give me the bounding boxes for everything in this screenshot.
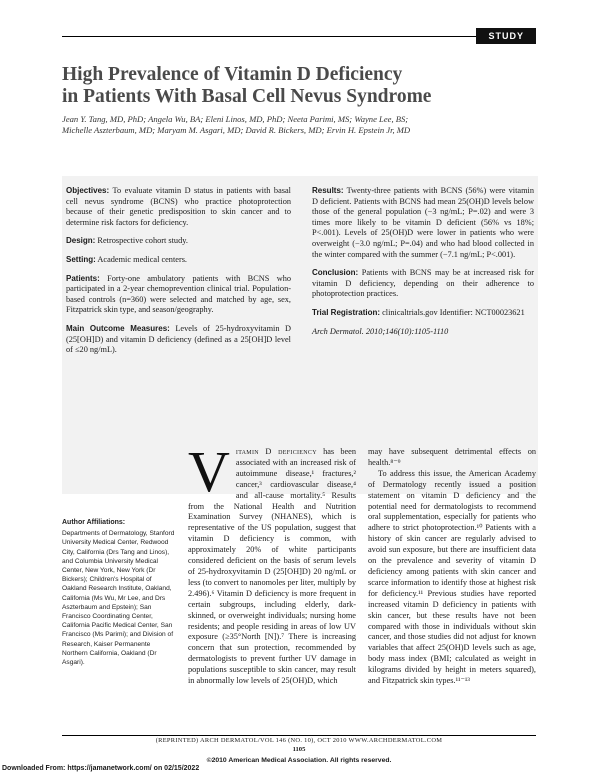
abstract-conclusion: [312, 268, 534, 300]
setting-heading: Setting:: [66, 254, 96, 264]
setting-text: Academic medical centers.: [97, 254, 188, 264]
conclusion-heading: Conclusion:: [312, 268, 359, 278]
journal-citation: Arch Dermatol. 2010;146(10):1105-1110: [312, 326, 449, 336]
body-column-middle: [188, 439, 356, 687]
abstract-trial: [312, 308, 534, 319]
patients-text: Forty-one ambulatory patients with BCNS who participated in a 2-year chemoprevention clinical trial. Population-based controls (n=360) were selected and matched by age, sex, Fitzpatrick skin type, and season/geography.: [66, 273, 292, 315]
results-text: Twenty-three patients with BCNS (56%) were vitamin D deficient. Patients with BCNS had mean 25(OH)D levels below those of the general population (−3 ng/mL; P=.02) and were 3 times more likely to be vitamin D deficient (56% vs 18%; P<.001). Levels of 25(OH)D were lower in patients who were overweight (−3.0 ng/mL; P=.04) and who had blood collected in the winter compared with the summer (−7.1 ng/mL; P<.001).: [312, 186, 534, 259]
objectives-heading: Objectives:: [66, 186, 110, 195]
abstract-right-column: [312, 186, 534, 345]
lead-smallcaps: itamin D deficiency: [235, 447, 317, 456]
design-text: Retrospective cohort study.: [97, 236, 188, 246]
title-line-1: High Prevalence of Vitamin D Deficiency: [62, 64, 403, 85]
section-label: STUDY: [476, 28, 536, 44]
abstract-objectives: [66, 186, 291, 228]
abstract-results: [312, 186, 534, 260]
paragraph-1-text: has been associated with an increased risk of autoimmune disease,¹ fractures,² cancer,³ cardiovascular disease,⁴ and all-cause mortality.⁵ Results from the National Health and Nutrition Examination Survey (NHANES), which is representative of the US population, suggest that vitamin D deficiency is common, with approximately 20% of white participants considered deficient on the basis of serum levels of 25-hydroxyvitamin D (25[OH]D) 20 ng/mL or less (to convert to nanomoles per liter, multiply by 2.496).⁶ Vitamin D deficiency is more frequent in certain subgroups, including elderly, dark-skinned, or overweight individuals; nursing home residents; and people residing in areas of low UV exposure (≥35°North [N]).⁷ There is increasing concern that sun protection, recommended by dermatologists to prevent further UV damage in populations susceptible to skin cancer, may result in abnormally low levels of 25(OH)D, which: [188, 447, 356, 686]
paragraph-1-continued: may have subsequent detrimental effects on health.⁸⁻⁹: [368, 447, 536, 467]
outcome-text: Levels of 25-hydroxyvitamin D (25[OH]D) and vitamin D deficiency (defined as a 25[OH]D level of ≤20 ng/mL).: [66, 323, 291, 355]
running-footer: (REPRINTED) ARCH DERMATOL/VOL 146 (NO. 10), OCT 2010 WWW.ARCHDERMATOL.COM: [155, 737, 443, 744]
conclusion-text: Patients with BCNS may be at increased risk for vitamin D deficiency, depending on their adherence to photoprotection practices.: [312, 268, 535, 299]
download-stamp: Downloaded From: https://jamanetwork.com/ on 02/15/2022: [2, 765, 200, 772]
objectives-text: To evaluate vitamin D status in patients with basal cell nevus syndrome (BCNS) who practice photoprotection because of their genetic predisposition to skin cancer and to determine risk factors for deficiency.: [66, 186, 291, 227]
abstract-patients: [66, 274, 291, 316]
abstract-setting: [66, 255, 291, 266]
patients-heading: Patients:: [66, 273, 100, 283]
authors-line-2: Michelle Aszterbaum, MD; Maryam M. Asgari, MD; David R. Bickers, MD; Ervin H. Epstein Jr, MD: [62, 125, 411, 135]
design-heading: Design:: [66, 236, 96, 246]
page-number: 1105: [292, 746, 306, 753]
outcome-heading: Main Outcome Measures:: [66, 323, 170, 333]
section-header-rule: [62, 31, 536, 51]
drop-cap: V: [188, 439, 230, 504]
author-affiliations: [62, 518, 177, 667]
trial-text: clinicaltrials.gov Identifier: NCT00023621: [382, 307, 525, 317]
results-heading: Results:: [312, 186, 344, 195]
copyright-notice: ©2010 American Medical Association. All rights reserved.: [206, 757, 392, 764]
footer-rule: [62, 735, 536, 736]
abstract-outcome: [66, 324, 291, 356]
body-paragraph-2: To address this issue, the American Academy of Dermatology recently issued a position statement on vitamin D deficiency and the potential need for dermatologists to recommend oral supplementation, especially for patients who adhere to strict photoprotection.¹⁰ Patients with a history of skin cancer are regularly advised to avoid sun exposure, but there are insufficient data on the prevalence and severity of vitamin D deficiency among patients with skin cancer and scarce information to identify those at highest risk for deficiency.¹¹ Previous studies have reported increased vitamin D deficiency in patients with skin cancer, but these results have not been compared with those in individuals without skin cancer, and those studies did not adjust for known variables that affect 25(OH)D levels such as age, body mass index (BMI; calculated as weight in kilograms divided by height in meters squared), and Fitzpatrick skin types.¹¹⁻¹³: [368, 468, 536, 686]
abstract-design: [66, 236, 291, 247]
body-column-right: [368, 447, 536, 687]
article-title: [62, 64, 542, 108]
trial-heading: Trial Registration:: [312, 307, 381, 317]
authors-line-1: Jean Y. Tang, MD, PhD; Angela Wu, BA; Eleni Linos, MD, PhD; Neeta Parimi, MS; Wayne Lee, BS;: [62, 114, 409, 124]
affiliations-heading: Author Affiliations:: [62, 519, 126, 526]
title-line-2: in Patients With Basal Cell Nevus Syndrome: [62, 86, 432, 107]
abstract-left-column: [66, 186, 291, 364]
author-list: [62, 114, 532, 136]
affiliations-text: Departments of Dermatology, Stanford University Medical Center, Redwood City, California (Drs Tang and Linos), and Columbia University Medical Center, New York, New York (Dr Bickers); Children's Hospital of Oakland Research Institute, Oakland, California (Ms Wu, Mr Lee, and Drs Aszterbaum and Epstein); San Francisco Coordinating Center, California Pacific Medical Center, San Francisco (Ms Parimi); and Division of Research, Kaiser Permanente Northern California, Oakland (Dr Asgari).: [62, 530, 175, 667]
